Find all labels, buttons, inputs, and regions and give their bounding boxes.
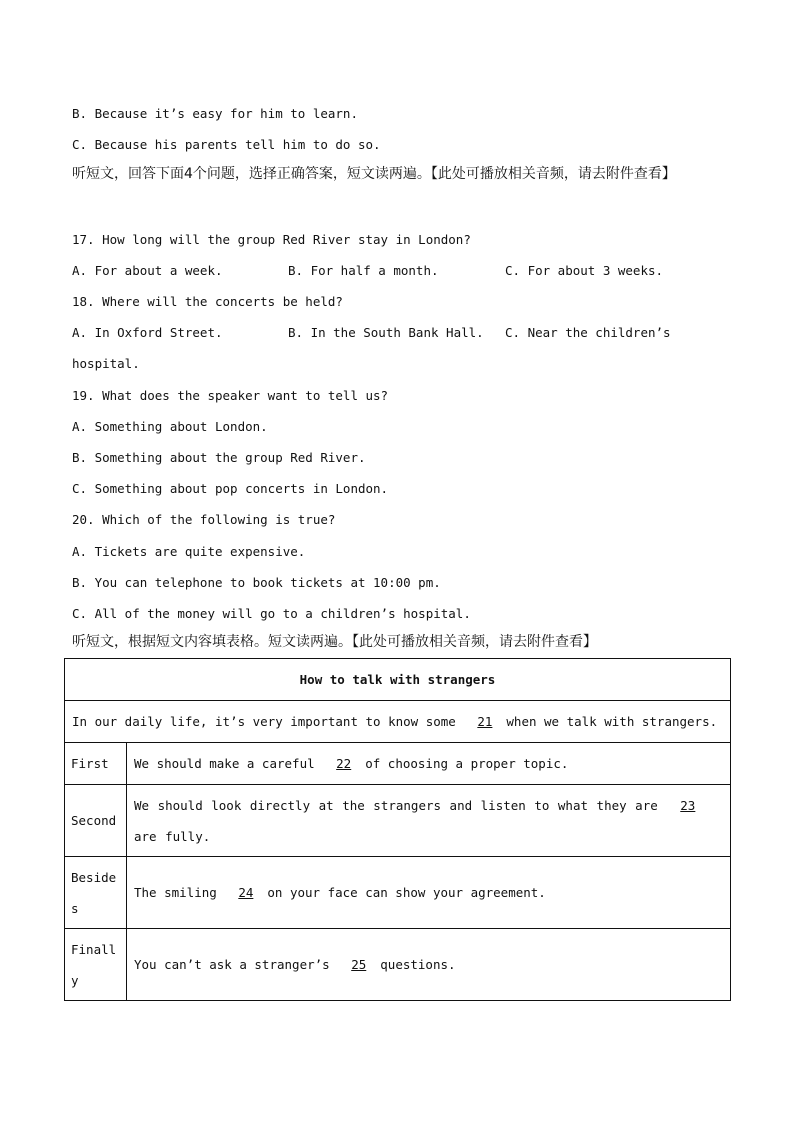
blank-22: 22 — [336, 756, 352, 771]
q17-option-c: C. For about 3 weeks. — [505, 263, 664, 278]
q19-option-a: A. Something about London. — [72, 419, 268, 434]
q18-option-b: B. In the South Bank Hall. — [288, 325, 484, 340]
intro-text-pre: In our daily life, it’s very important to know some — [72, 714, 464, 729]
blank-24: 24 — [238, 885, 254, 900]
row-label-finally: Finally — [65, 929, 127, 1001]
row-content-second — [127, 785, 731, 857]
section2-instruction: 听短文，根据短文内容填表格。短文读两遍。【此处可播放相关音频，请去附件查看】 — [72, 634, 597, 650]
row4-text-post: questions. — [380, 957, 456, 972]
q20-option-c: C. All of the money will go to a children’s hospital. — [72, 606, 471, 621]
intro-text-post: when we talk with strangers. — [506, 714, 718, 729]
table-intro-row — [65, 701, 731, 743]
row2-text-pre: We should look directly at the strangers and listen to what they are — [134, 797, 667, 813]
row-content-besides — [127, 857, 731, 929]
question-19: 19. What does the speaker want to tell us? — [72, 388, 389, 403]
question-17: 17. How long will the group Red River stay in London? — [72, 232, 471, 247]
option-b-previous: B. Because it’s easy for him to learn. — [72, 106, 358, 121]
row-label-besides: Besides — [65, 857, 127, 929]
q17-option-a: A. For about a week. — [72, 263, 223, 278]
option-c-previous: C. Because his parents tell him to do so. — [72, 137, 381, 152]
row3-text-pre: The smiling — [134, 885, 225, 900]
q20-option-b: B. You can telephone to book tickets at 10:00 pm. — [72, 575, 441, 590]
q20-option-a: A. Tickets are quite expensive. — [72, 544, 306, 559]
row4-text-pre: You can’t ask a stranger’s — [134, 957, 338, 972]
q18-option-c-continued: hospital. — [72, 356, 140, 371]
table-title: How to talk with strangers — [65, 659, 731, 701]
section1-instruction: 听短文，回答下面4个问题，选择正确答案，短文读两遍。【此处可播放相关音频，请去附件查看】 — [72, 166, 676, 182]
row1-text-post: of choosing a proper topic. — [365, 756, 569, 771]
question-20: 20. Which of the following is true? — [72, 512, 336, 527]
blank-25: 25 — [351, 957, 367, 972]
strangers-table — [64, 658, 731, 1001]
row-label-second: Second — [65, 785, 127, 857]
q18-option-a: A. In Oxford Street. — [72, 325, 223, 340]
q19-option-c: C. Something about pop concerts in London. — [72, 481, 389, 496]
q17-option-b: B. For half a month. — [288, 263, 439, 278]
row2-text-post: are fully. — [134, 828, 211, 844]
row3-text-post: on your face can show your agreement. — [267, 885, 546, 900]
q19-option-b: B. Something about the group Red River. — [72, 450, 366, 465]
q18-option-c: C. Near the children’s — [505, 325, 671, 340]
blank-21: 21 — [477, 714, 493, 729]
row1-text-pre: We should make a careful — [134, 756, 323, 771]
question-18: 18. Where will the concerts be held? — [72, 294, 343, 309]
row-content-finally — [127, 929, 731, 1001]
row-label-first: First — [65, 743, 127, 785]
row-content-first — [127, 743, 731, 785]
blank-23: 23 — [680, 797, 696, 813]
